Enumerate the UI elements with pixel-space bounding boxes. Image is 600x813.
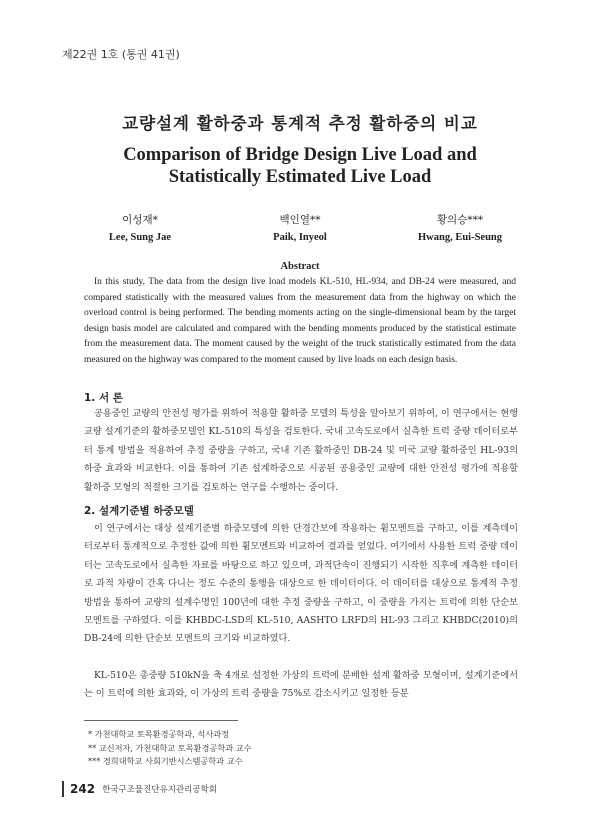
- title-english-line2: Statistically Estimated Live Load: [168, 167, 432, 187]
- abstract-heading: Abstract: [280, 261, 320, 272]
- footnotes: [88, 728, 252, 769]
- footer-bar: [62, 781, 64, 797]
- section-1-paragraph: 공용중인 교량의 안전성 평가를 위하여 적용할 활하중 모델의 특성을 알아보기 위하여, 이 연구에서는 현행 교량 설계기준의 활하중모델인 KL-510의 특성을 검토한다. 국내 고속도로에서 실측한 트럭 중량 데이터로부터 통계 방법을 적용하여 추정 중량을 구하고, 국내 기존 활하중인 DB-24 및 미국 교량 활하중인 HL-93의 하중 효과와 비교한다. 이를 통하여 기존 설계하중으로 시공된 공용중인 교량에 대한 안전성 평가에 적용할 활하중 모형의 적절한 크기를 검토하는 연구를 수행하는 중이다.: [84, 408, 518, 493]
- page-footer: [62, 781, 217, 797]
- author-2-english: Paik, Inyeol: [273, 232, 327, 243]
- author-3: [380, 212, 540, 246]
- section-2-paragraph-1: 이 연구에서는 대상 설계기준별 하중모델에 의한 단경간보에 작용하는 휨모멘트를 구하고, 이를 계측데이터로부터 통계적으로 추정한 값에 의한 휨모멘트와 비교하여 결과를 얻었다. 여기에서 사용한 트럭 중량 데이터는 고속도로에서 실측한 자료를 바탕으로 하고 있으며, 과적단속이 진행되기 시작한 직후에 계측한 데이터로 과적 차량이 간혹 다니는 정도 수준의 통행을 대상으로 한 데이터이다. 이 데이터를 대상으로 통계적 추정 방법을 통하여 교량의 설계수명인 100년에 대한 추정 중량을 구하고, 이 중량을 가지는 트럭에 의한 단순보 모멘트를 구하였다. 이를 KHBDC-LSD의 KL-510, AASHTO LRFD의 HL-93 그리고 KHBDC(2010)의 DB-24에 의한 단순보 모멘트의 크기와 비교하였다.: [84, 523, 518, 645]
- title-korean: 교량설계 활하중과 통계적 추정 활하중의 비교: [122, 114, 478, 133]
- author-1: [60, 212, 220, 246]
- section-1-title: 1. 서 론: [84, 392, 123, 404]
- author-2: [220, 212, 380, 246]
- footnote-3: *** 경희대학교 사회기반시스템공학과 교수: [88, 756, 243, 766]
- footnote-1: * 가천대학교 토목환경공학과, 석사과정: [88, 729, 230, 739]
- section-2-paragraph-2: KL-510은 총중량 510kN을 축 4개로 설정한 가상의 트럭에 분배한 설계 활하중 모형이며, 설계기준에서는 이 트럭에 의한 효과와, 이 가상의 트럭 중량을 75%로 감소시키고 일정한 등분: [84, 670, 518, 700]
- footnote-2: ** 교신저자, 가천대학교 토목환경공학과 교수: [88, 742, 252, 753]
- footnote-divider: [84, 720, 238, 721]
- title-english-line1: Comparison of Bridge Design Live Load and: [123, 145, 477, 165]
- author-1-korean: 이성재*: [122, 214, 158, 226]
- author-2-korean: 백인열**: [279, 214, 321, 226]
- section-2-title: 2. 설계기준별 하중모델: [84, 505, 194, 517]
- author-1-english: Lee, Sung Jae: [108, 232, 172, 243]
- author-3-english: Hwang, Eui-Seung: [417, 232, 503, 243]
- author-3-korean: 황의승***: [436, 214, 484, 226]
- author-list: [60, 212, 540, 246]
- journal-name: 한국구조물진단유지관리공학회: [102, 785, 218, 795]
- page-number: 242: [70, 782, 96, 796]
- journal-volume: 제22권 1호 (통권 41권): [62, 48, 180, 61]
- abstract-text: In this study, The data from the design live load models KL-510, HL-934, and DB-24 were measured, and compared statistically with the measured values from the measurement data from the highway on which the overload control is being performed. The bending moments acting on the single-dimensional beam by the target design basis model are calculated and compared with the bending moments produced by the statistical estimate from the measurement data. The moment caused by the weight of the truck statistically estimated from the data measured on the highway was compared to the moment caused by live loads on each design basis.: [84, 277, 516, 365]
